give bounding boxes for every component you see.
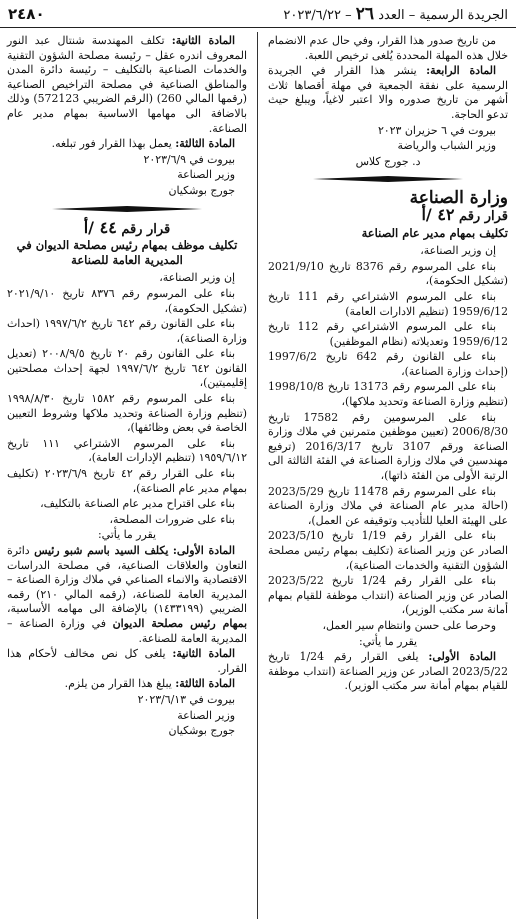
decision-title: تكليف بمهام مدير عام الصناعة (361, 225, 508, 240)
preamble-line: بناء على ضرورات المصلحة، (109, 512, 235, 526)
issue-number: ٢٦ (355, 3, 375, 24)
preamble-line: بناء على المرسوم رقم ١٥٨٢ تاريخ ١٩٩٨/٨/٣٠ (تنظيم وزارة الصناعة وتحديد ملاكها وشروط التعيين الخاصة في بعض وظائفها)، (7, 392, 247, 435)
preamble-line: بناء على المرسومين رقم 17582 تاريخ 2006/8/30 (تعيين موظفين متمرنين في ملاك وزارة الصناعة ورقم 3107 تاريخ 2016/3/17 (ترفيع مهندسين في ملاك وزارة الصناعة في الفئة الثالثة الى الرتبة الأولى من الفئة ذاتها)، (268, 410, 509, 483)
paragraph: من تاريخ صدور هذا القرار، وفي حال عدم الانضمام خلال هذه المهلة المحددة يُلغى ترخيص اللعبة. (268, 34, 508, 62)
preamble-line: بناء على المرسوم رقم 11478 تاريخ 2023/5/29 (احالة مدير عام الصناعة في ملاك وزارة الصناعة على الهيئة العليا للتأديب وتوقيفه عن العمل)، (268, 484, 508, 527)
decides-line: يقرر ما يأتي: (358, 634, 417, 648)
article-4: المادة الرابعة: ينشر هذا القرار في الجريدة الرسمية على نفقة الجمعية في مهلة أقصاها ثلاث أشهر من تاريخ صدوره والا اعتبر لاغياً، ويبلغ حيث تدعو الحاجة. (268, 64, 508, 121)
article-3: المادة الثالثة: يبلغ هذا القرار من يلزم. (64, 677, 235, 691)
preamble-line: بناء على القرار رقم 1/24 تاريخ 2023/5/22 الصادر عن وزير الصناعة (انتداب موظفة للقيام بمهام أمانة سر مكتب الوزير)، (268, 574, 508, 617)
ministry-heading: وزارة الصناعة (409, 188, 508, 209)
preamble-line: إن وزير الصناعة، (159, 271, 235, 285)
preamble-line: بناء على القانون رقم ٦٤٢ تاريخ ١٩٩٧/٦/٢ (احداث وزارة الصناعة)، (7, 317, 247, 345)
left-column (7, 34, 247, 740)
page-header (0, 0, 516, 28)
page-number: ٢٤٨٠ (8, 4, 45, 23)
preamble-line: بناء على المرسوم الاشتراعي رقم 112 تاريخ 1959/6/12 وتعديلاته (نظام الموظفين) (268, 320, 508, 348)
preamble-line: بناء على اقتراح مدير عام الصناعة بالتكليف، (40, 497, 235, 511)
preamble-line: بناء على القانون رقم 642 تاريخ 1997/6/2 (إحداث وزارة الصناعة)، (268, 350, 508, 378)
signature-place-date: بيروت في ٢٠٢٣/٦/٩ (143, 152, 235, 166)
preamble-line: بناء على المرسوم الاشتراعي رقم 111 تاريخ 1959/6/12 (تنظيم الادارات العامة) (268, 289, 508, 318)
signature-place-date: بيروت في ٦ حزيران ٢٠٢٣ (377, 123, 496, 137)
preamble-line: بناء على المرسوم رقم 8376 تاريخ 2021/9/10 (تشكيل الحكومة)، (268, 259, 508, 288)
preamble-line: بناء على المرسوم الاشتراعي ١١١ تاريخ ١٩٥٩/٦/١٢ (تنظيم الإدارات العامة)، (7, 436, 247, 465)
decision-number: قرار رقم ٤٤ /أ (83, 217, 171, 237)
decision-title: تكليف موظف بمهام رئيس مصلحة الديوان في المديرية العامة للصناعة (16, 238, 238, 267)
article-2: المادة الثانية: تكلف المهندسة شنتال عبد النور المعروف اندره عقل – رئيسة مصلحة الشؤون التقنية والخدمات الصناعية بالتكليف – رئيسة دائرة المدن والمناطق الصناعية في مصلحة التراخيص الصناعية (رقمها المالي 260) (الرقم الضريبي 572123) وذلك بالاضافة الى مهامها الاساسية بمهام مدير عام الصناعة. (7, 34, 247, 135)
article-3: المادة الثالثة: يعمل بهذا القرار فور تبلغه. (51, 137, 235, 151)
signature-title: وزير الصناعة (177, 168, 235, 182)
decides-line: يقرر ما يأتي: (97, 528, 156, 542)
article-1: المادة الأولى: يلغى القرار رقم 1/24 تاريخ 2023/5/22 الصادر عن وزير الصناعة (انتداب موظفة للقيام بمهام أمانة سر مكتب الوزير). (268, 650, 508, 693)
signature-name: جورج بوشكيان (168, 724, 235, 738)
article-2: المادة الثانية: يلغى كل نص مخالف لأحكام هذا القرار. (7, 647, 247, 675)
issue-date: – ٢٠٢٣/٦/٢٢ (283, 7, 352, 23)
preamble-line: بناء على المرسوم رقم ٨٣٧٦ تاريخ ٢٠٢١/٩/١٠ (تشكيل الحكومة)، (7, 286, 247, 315)
signature-name: جورج بوشكيان (168, 183, 235, 197)
preamble-line: بناء على القرار رقم ٤٢ تاريخ ٢٠٢٣/٦/٩ (تكليف بمهام مدير عام الصناعة)، (7, 467, 247, 495)
preamble-line: وحرصا على حسن وانتظام سير العمل، (322, 618, 496, 632)
preamble-line: بناء على القانون رقم ٢٠ تاريخ ٢٠٠٨/٩/٥ (تعديل القانون ٦٤٢ تاريخ ١٩٩٧/٦/٢ لجهة إحداث مصلحتين إقليميتين)، (7, 347, 248, 390)
section-separator (268, 175, 508, 183)
signature-name: د. جورج كلاس (355, 154, 421, 168)
signature-place-date: بيروت في ٢٠٢٣/٦/١٣ (137, 692, 235, 706)
article-1: المادة الأولى: يكلف السيد باسم شبو رئيس دائرة التعاون والعلاقات الصناعية، في مصلحة الدراسات الاقتصادية والانماء الصناعي في ملاك وزارة الصناعة – المديرية العامة للصناعة، (رقمه المالي ٢١٠) رقمه الضريبي (١٤٣٣١٩٩) بالإضافة الى مهامه الأساسية، بمهام رئيس مصلحة الديوان في وزارة الصناعة – المديرية العامة للصناعة. (7, 544, 248, 645)
decision-number: قرار رقم ٤٢ /أ (421, 204, 508, 224)
right-column (268, 34, 508, 695)
section-separator (7, 205, 247, 213)
signature-title: وزير الصناعة (177, 708, 235, 722)
preamble-line: بناء على المرسوم رقم 13173 تاريخ 1998/10/8 (تنظيم وزارة الصناعة وتحديد ملاكها)، (268, 380, 508, 409)
gazette-title: الجريدة الرسمية – العدد ٢٦ – ٢٠٢٣/٦/٢٢ (283, 3, 508, 24)
signature-title: وزير الشباب والرياضة (397, 139, 496, 153)
preamble-line: إن وزير الصناعة، (420, 244, 496, 258)
column-divider (257, 32, 258, 919)
preamble-line: بناء على القرار رقم 1/19 تاريخ 2023/5/10 الصادر عن وزير الصناعة (تكليف بمهام رئيس مصلحة الشؤون التقنية والخدمات الصناعية)، (268, 529, 508, 572)
